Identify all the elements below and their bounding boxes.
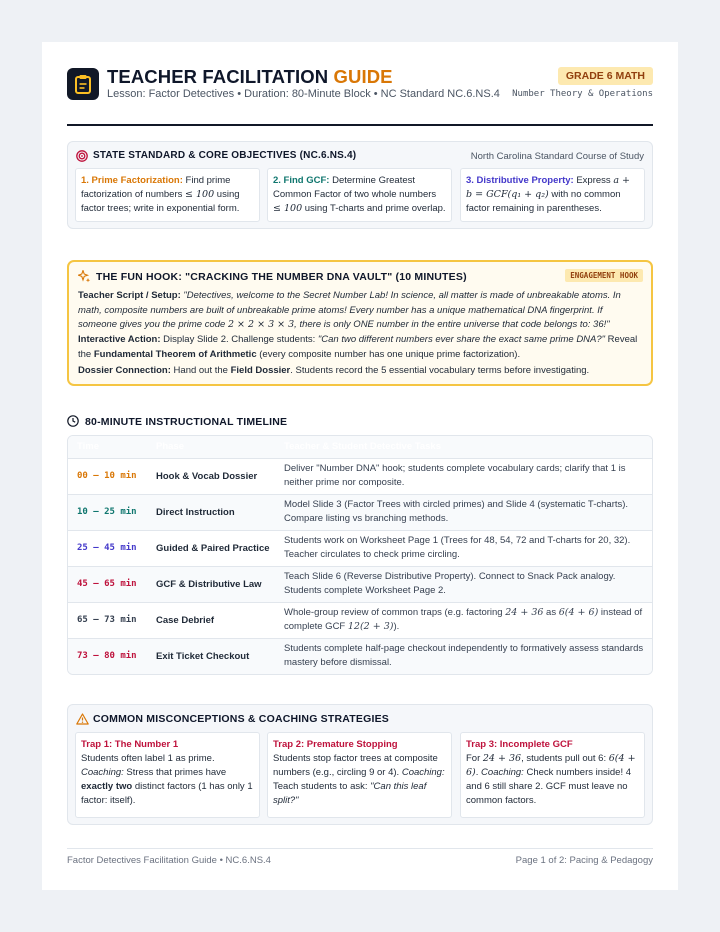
misconceptions-title: COMMON MISCONCEPTIONS & COACHING STRATEGIES [93,713,389,725]
target-icon [76,150,88,162]
timeline-table [67,435,653,675]
standard-source: North Carolina Standard Course of Study [470,151,644,162]
page-subtitle: Lesson: Factor Detectives • Duration: 80-Minute Block • NC Standard NC.6.NS.4 [107,88,500,100]
phase-cell: Exit Ticket Checkout [156,651,250,662]
table-row [68,530,652,566]
table-row [68,458,652,494]
time-cell: 45 – 65 min [77,579,137,589]
hook-title: THE FUN HOOK: "CRACKING THE NUMBER DNA VAULT" (10 MINUTES) [96,271,467,283]
objective-label: 1. Prime Factorization: [81,175,183,186]
task-cell: Model Slide 3 (Factor Trees with circled primes) and Slide 4 (systematic T-charts). Compare listing vs branching methods. [284,499,629,524]
strand-label: Number Theory & Operations [512,89,653,99]
interactive-action: Interactive Action: Display Slide 2. Challenge students: "Can two different numbers ever share the exact same prime DNA?" Reveal the Fundamental Theorem of Arithmetic (every composite number has one unique prime factorization). [78,334,638,360]
clock-icon [67,415,79,427]
objective-card: 2. Find GCF: Determine Greatest Common Factor of two whole numbers ≤ 100 using T-charts and prime overlap. [267,168,452,222]
phase-cell: Guided & Paired Practice [156,543,270,554]
time-cell: 65 – 73 min [77,615,137,625]
task-cell: Teach Slide 6 (Reverse Distributive Property). Connect to Snack Pack analogy. Students complete Worksheet Page 2. [284,571,616,596]
table-row [68,602,652,638]
phase-cell: Hook & Vocab Dossier [156,471,258,482]
time-cell: 00 – 10 min [77,471,137,481]
engagement-badge: ENGAGEMENT HOOK [565,269,643,282]
table-row [68,494,652,530]
timeline-heading: 80-MINUTE INSTRUCTIONAL TIMELINE [67,416,287,428]
footer-left: Factor Detectives Facilitation Guide • NC.6.NS.4 [67,855,271,866]
teacher-script: Teacher Script / Setup: "Detectives, welcome to the Secret Number Lab! In science, all matter is made of unbreakable atoms. In math, composite numbers are built of unbreakable prime atoms! Every number has a unique mathematical DNA fingerprint. If someone gives you the prime code 2 × 2 × 3 × 3, there is only ONE number in the entire universe that code belongs to: 36!" [78,290,621,330]
page-header [67,66,653,126]
column-header: Time [77,441,100,452]
facilitation-guide-page [42,42,678,890]
phase-cell: Case Debrief [156,615,215,626]
time-cell: 73 – 80 min [77,651,137,661]
hook-body [78,289,642,379]
trap-card: Trap 2: Premature Stopping Students stop factor trees at composite numbers (e.g., circling 9 or 4). Coaching: Teach students to ask: "Can this leaf split?" [267,732,452,818]
trap-title: Trap 2: Premature Stopping [273,739,398,750]
page-title: TEACHER FACILITATION GUIDE [107,66,393,87]
clipboard-icon [67,68,99,100]
task-cell: Students work on Worksheet Page 1 (Trees for 48, 54, 72 and T-charts for 20, 32). Teacher circulates to check prime circling. [284,535,631,560]
column-header: Phase [156,441,184,452]
trap-card: Trap 3: Incomplete GCF For 24 + 36, students pull out 6: 6(4 + 6). Coaching: Check numbers inside! 4 and 6 still share 2. GCF must leave no common factors. [460,732,645,818]
objective-label: 3. Distributive Property: [466,175,574,186]
page-number: Page 1 of 2: Pacing & Pedagogy [515,855,653,866]
task-cell: Students complete half-page checkout independently to formatively assess standards mastery before dismissal. [284,643,644,668]
fun-hook-panel [67,260,653,386]
page-footer [67,848,653,866]
table-row [68,566,652,602]
standard-objectives-panel [67,141,653,229]
phase-cell: Direct Instruction [156,507,235,518]
time-cell: 25 – 45 min [77,543,137,553]
misconceptions-panel [67,704,653,825]
time-cell: 10 – 25 min [77,507,137,517]
trap-title: Trap 1: The Number 1 [81,739,179,750]
dossier-connection: Dossier Connection: Hand out the Field Dossier. Students record the 5 essential vocabulary terms before investigating. [78,365,590,376]
objective-card: 3. Distributive Property: Express a + b = GCF(q₁ + q₂) with no common factor remaining in parentheses. [460,168,645,222]
grade-badge: GRADE 6 MATH [558,67,653,85]
standard-title: STATE STANDARD & CORE OBJECTIVES (NC.6.NS.4) [93,150,357,161]
task-cell: Whole-group review of common traps (e.g. factoring 24 + 36 as 6(4 + 6) instead of complete GCF 12(2 + 3)). [284,607,643,632]
task-cell: Deliver "Number DNA" hook; students complete vocabulary cards; clarify that 1 is neither prime nor composite. [284,463,626,488]
warning-icon [76,713,89,725]
phase-cell: GCF & Distributive Law [156,579,262,590]
objective-card: 1. Prime Factorization: Find prime factorization of numbers ≤ 100 using factor trees; write in exponential form. [75,168,260,222]
table-row [68,638,652,674]
sparkle-icon [78,270,91,283]
objective-label: 2. Find GCF: [273,175,330,186]
trap-card: Trap 1: The Number 1 Students often label 1 as prime. Coaching: Stress that primes have exactly two distinct factors (1 has only 1 factor: itself). [75,732,260,818]
trap-title: Trap 3: Incomplete GCF [466,739,573,750]
table-header [68,436,652,458]
column-header: Teacher & Student Detective Tasks [284,441,441,452]
